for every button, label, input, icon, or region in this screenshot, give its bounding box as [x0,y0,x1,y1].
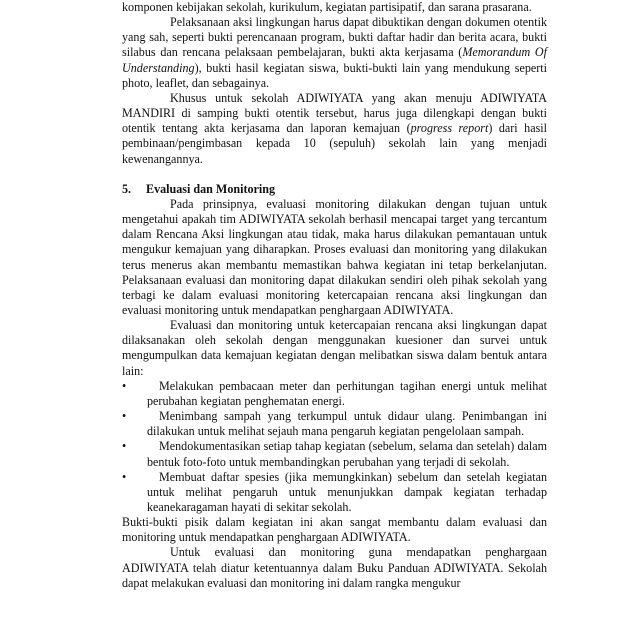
progress-report-italic: progress report [410,121,489,136]
list-item [122,439,547,469]
paragraph-bukti-otentik-text-2: ), bukti hasil kegiatan siswa, bukti-bukti lain yang mendukung seperti photo, leaflet, dan sebagainya. [122,60,547,90]
paragraph-prinsip-evaluasi: Pada prinsipnya, evaluasi monitoring dilakukan dengan tujuan untuk mengetahui apakah tim ADIWIYATA sekolah berhasil mencapai target yang tercantum dalam Rencana Aksi lingkungan atau tidak, maka harus dilakukan pemantauan untuk mengukur kemajuan yang diharapkan. Proses evaluasi dan monitoring yang dilakukan terus menerus akan membantu memastikan bahwa kegiatan ini tetap berkelanjutan. Pelaksanaan evaluasi dan monitoring dapat dilakukan sendiri oleh pihak sekolah yang terbagi ke dalam evaluasi monitoring ketercapaian rencana aksi lingkungan dan evaluasi monitoring untuk mendapatkan penghargaan ADIWIYATA. [122,196,547,317]
document-page [122,0,547,591]
paragraph-mandiri-text-1: Khusus untuk sekolah ADIWIYATA yang akan menuju ADIWIYATA MANDIRI di samping bukti otentik tersebut, harus juga dilengkapi dengan bukti otentik tentang akta kerjasama dan laporan kemajuan ( [122,90,547,136]
paragraph-bukti-pisik: Bukti-bukti pisik dalam kegiatan ini akan sangat membantu dalam evaluasi dan monitoring untuk mendapatkan penghargaan ADIWIYATA. [122,515,547,545]
paragraph-prasarana: komponen kebijakan sekolah, kurikulum, kegiatan partisipatif, dan sarana prasarana. [122,0,532,14]
section-heading [122,182,547,197]
bullet-marker: • [122,469,127,484]
paragraph-bukti-otentik-text-1: Pelaksanaan aksi lingkungan harus dapat dibuktikan dengan dokumen otentik yang sah, seperti bukti perencanaan program, bukti daftar hadir dan berita acara, bukti silabus dan rencana pelaksaan pembelajaran, bukti akta kerjasama ( [122,15,547,60]
paragraph-penghargaan: Untuk evaluasi dan monitoring guna mendapatkan penghargaan ADIWIYATA telah diatur ketentuannya dalam Buku Panduan ADIWIYATA. Sekolah dapat melakukan evaluasi dan monitoring ini dalam rangka mengukur [122,545,547,590]
bullet-marker: • [122,378,127,393]
list-item [122,470,547,515]
bullet-marker: • [122,439,127,454]
section-title: Evaluasi dan Monitoring [146,181,276,196]
mou-italic: Memorandum Of Understanding [122,45,547,75]
list-item-text: Melakukan pembacaan meter dan perhitungan tagihan energi untuk melihat perubahan kegiatan penghematan energi. [147,378,547,408]
bullet-list [122,379,547,515]
paragraph-bukti-otentik [122,15,547,91]
section-number: 5. [122,181,132,196]
bullet-marker: • [122,409,127,424]
paragraph-adiwiyata-mandiri [122,91,547,167]
list-item [122,409,547,439]
list-item-text: Membuat daftar spesies (jika memungkinkan) sebelum dan setelah kegiatan untuk melihat pengaruh untuk menunjukkan dampak kegiatan terhadap keanekaragaman hayati di sekitar sekolah. [147,469,547,514]
paragraph-ketercapaian: Evaluasi dan monitoring untuk ketercapaian rencana aksi lingkungan dapat dilaksanakan oleh sekolah dengan menggunakan kuesioner dan survei untuk mengumpulkan data kemajuan kegiatan dengan melibatkan siswa dalam bentuk antara lain: [122,318,547,378]
paragraph-mandiri-text-2: ) dari hasil pembinaan/pengimbasan kepada 10 (sepuluh) sekolah lain yang menjadi kewenangannya. [122,121,548,166]
section-gap [122,167,547,182]
list-item-text: Menimbang sampah yang terkumpul untuk didaur ulang. Penimbangan ini dilakukan untuk melihat sejauh mana pengaruh kegiatan pengelolaan sampah. [147,409,547,439]
list-item [122,379,547,409]
list-item-text: Mendokumentasikan setiap tahap kegiatan (sebelum, selama dan setelah) dalam bentuk foto-foto untuk membandingkan perubahan yang terjadi di sekolah. [147,439,547,469]
